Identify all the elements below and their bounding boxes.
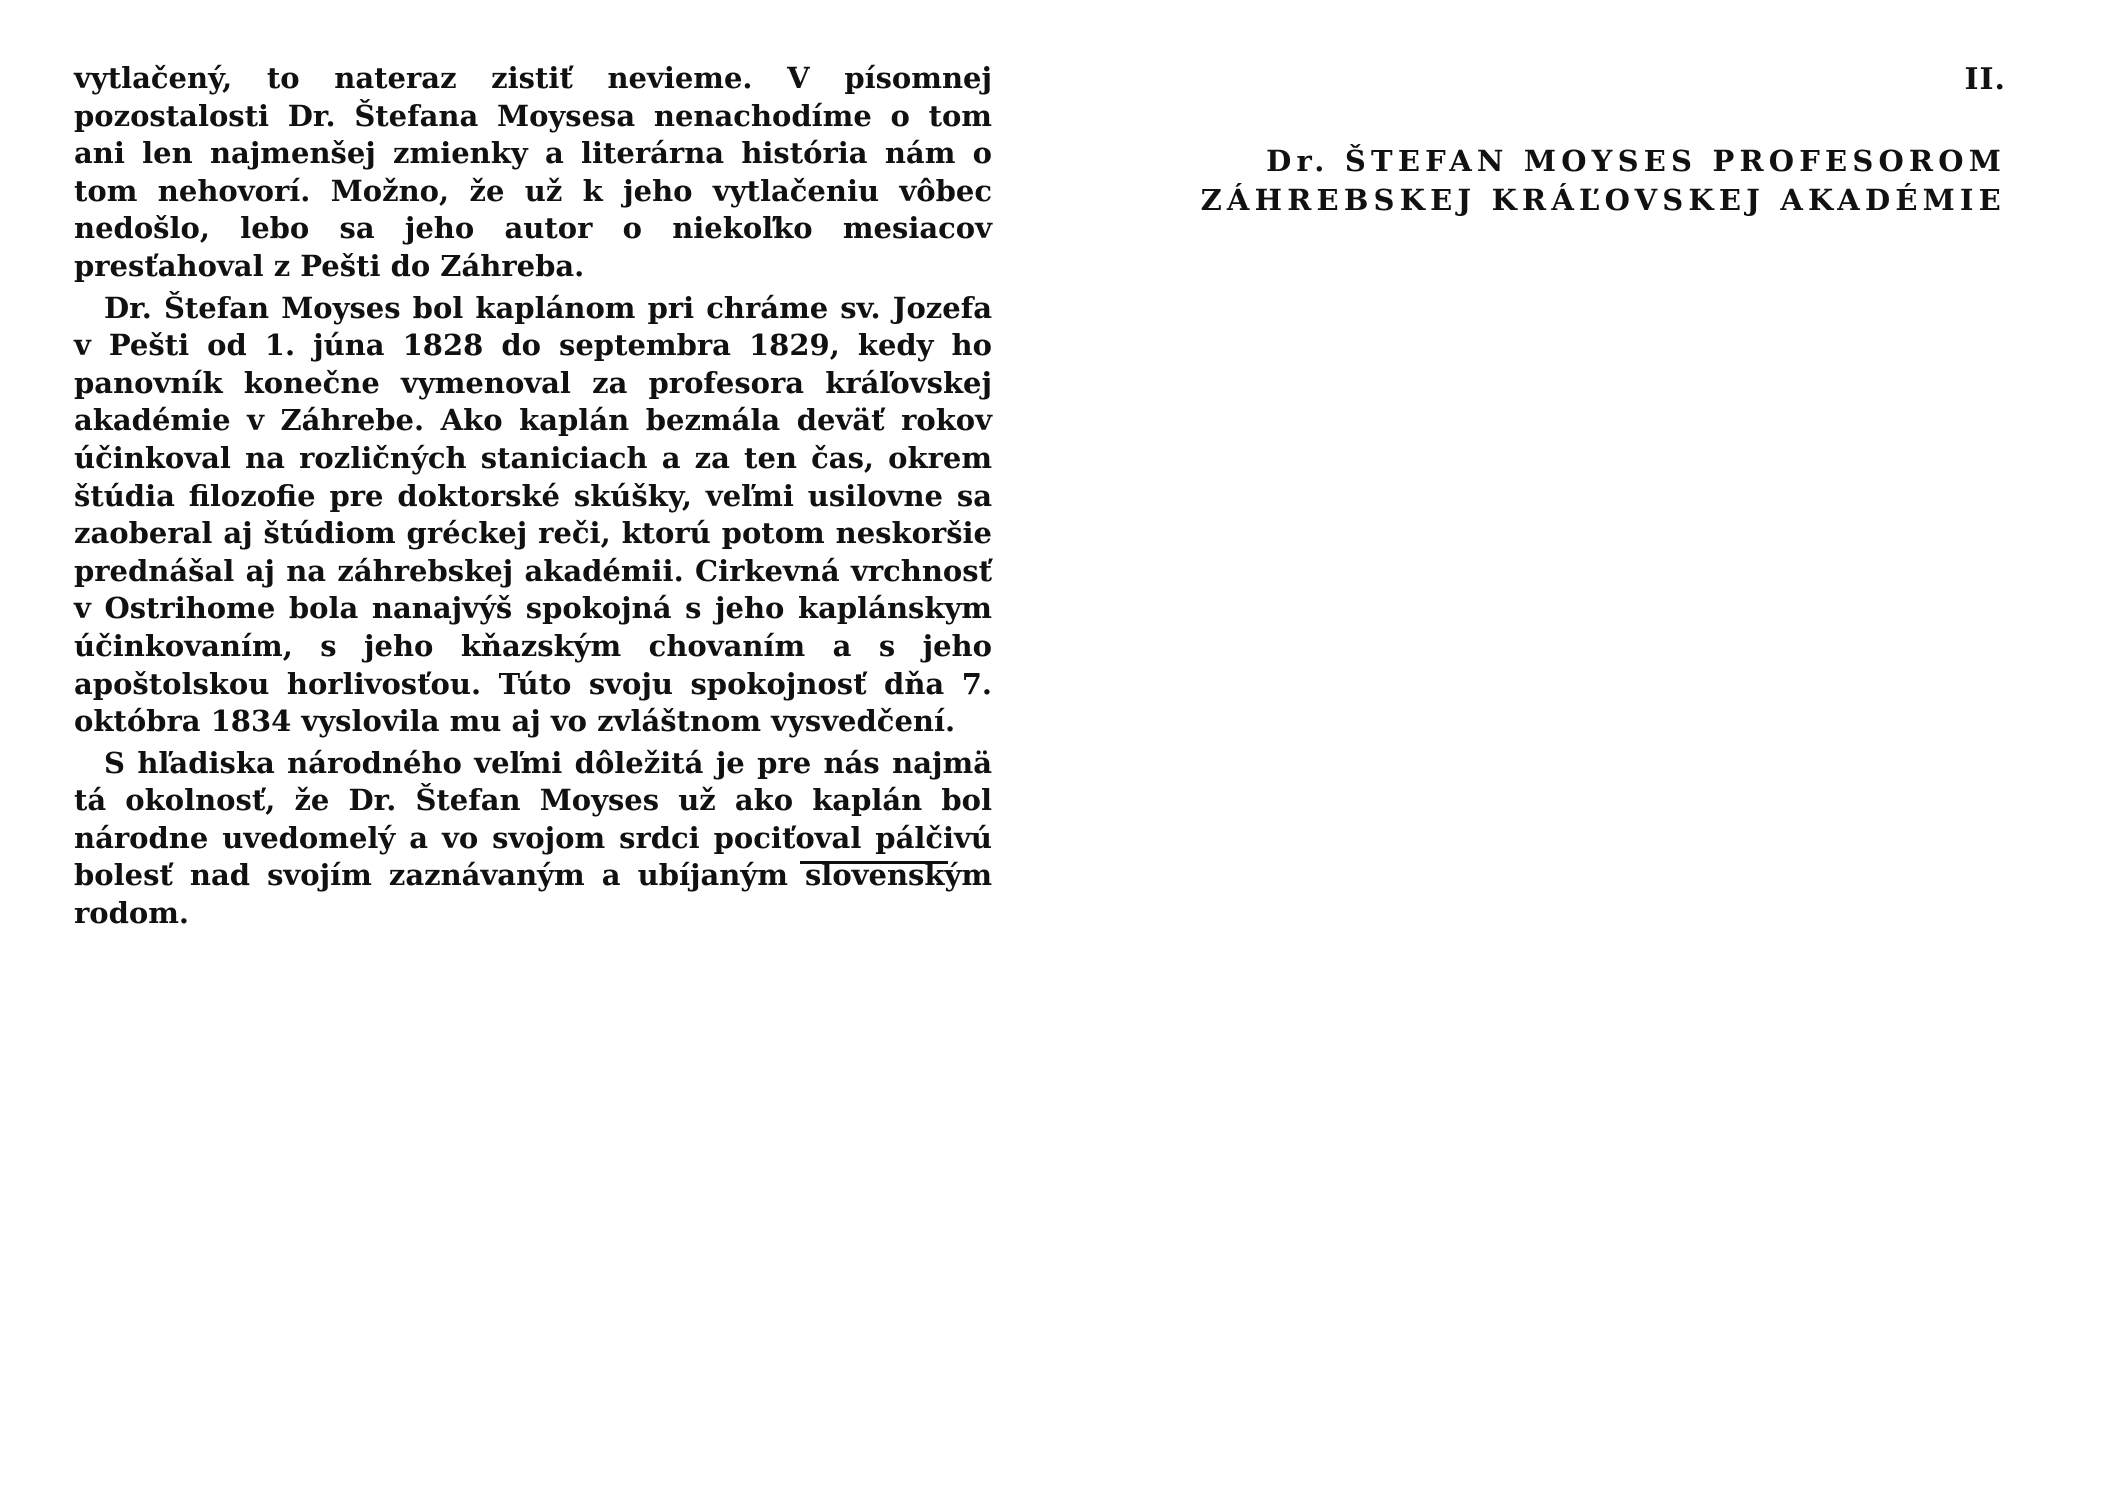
paragraph-1: vytlačený, to nateraz zistiť nevieme. V písomnej pozostalosti Dr. Štefana Moysesa nenachodíme o tom ani len najmenšej zmienky a literárna história nám o tom nehovorí. Možno, že už k jeho vytlačeniu vôbec nedošlo, lebo sa jeho autor o niekoľko mesiacov presťahoval z Pešti do Záhreba.: [74, 61, 992, 283]
chapter-title: [1201, 142, 2006, 220]
paragraph-2: Dr. Štefan Moyses bol kaplánom pri chráme sv. Jozefa v Pešti od 1. júna 1828 do septembra 1829, kedy ho panovník konečne vymenoval za profesora kráľovskej akadémie v Záhrebe. Ako kaplán bezmála deväť rokov účinkoval na rozličných staniciach a za ten čas, okrem štúdia filozofie pre doktorské skúšky, veľmi usilovne sa zaoberal aj štúdiom gréckej reči, ktorú potom neskoršie prednášal aj na záhrebskej akadémii. Cirkevná vrchnosť v Ostrihome bola nanajvýš spokojná s jeho kaplánskym účinkovaním, s jeho kňazským chovaním a s jeho apoštolskou horlivosťou. Túto svoju spokojnosť dňa 7. októbra 1834 vyslovila mu aj vo zvláštnom vysvedčení.: [74, 290, 992, 739]
paragraph-3: S hľadiska národného veľmi dôležitá je pre nás najmä tá okolnosť, že Dr. Štefan Moyses už ako kaplán bol národne uvedomelý a vo svojom srdci pociťoval pálčivú bolesť nad svojím zaznávaným a ubíjaným slovenským rodom.: [74, 745, 992, 931]
chapter-title-line-2: ZÁHREBSKEJ KRÁĽOVSKEJ AKADÉMIE: [1200, 183, 2006, 217]
left-page: [74, 60, 992, 933]
section-end-rule: [800, 861, 948, 864]
chapter-title-line-1: Dr. ŠTEFAN MOYSES PROFESOROM: [1266, 144, 2006, 178]
chapter-number: II.: [1964, 62, 2006, 97]
